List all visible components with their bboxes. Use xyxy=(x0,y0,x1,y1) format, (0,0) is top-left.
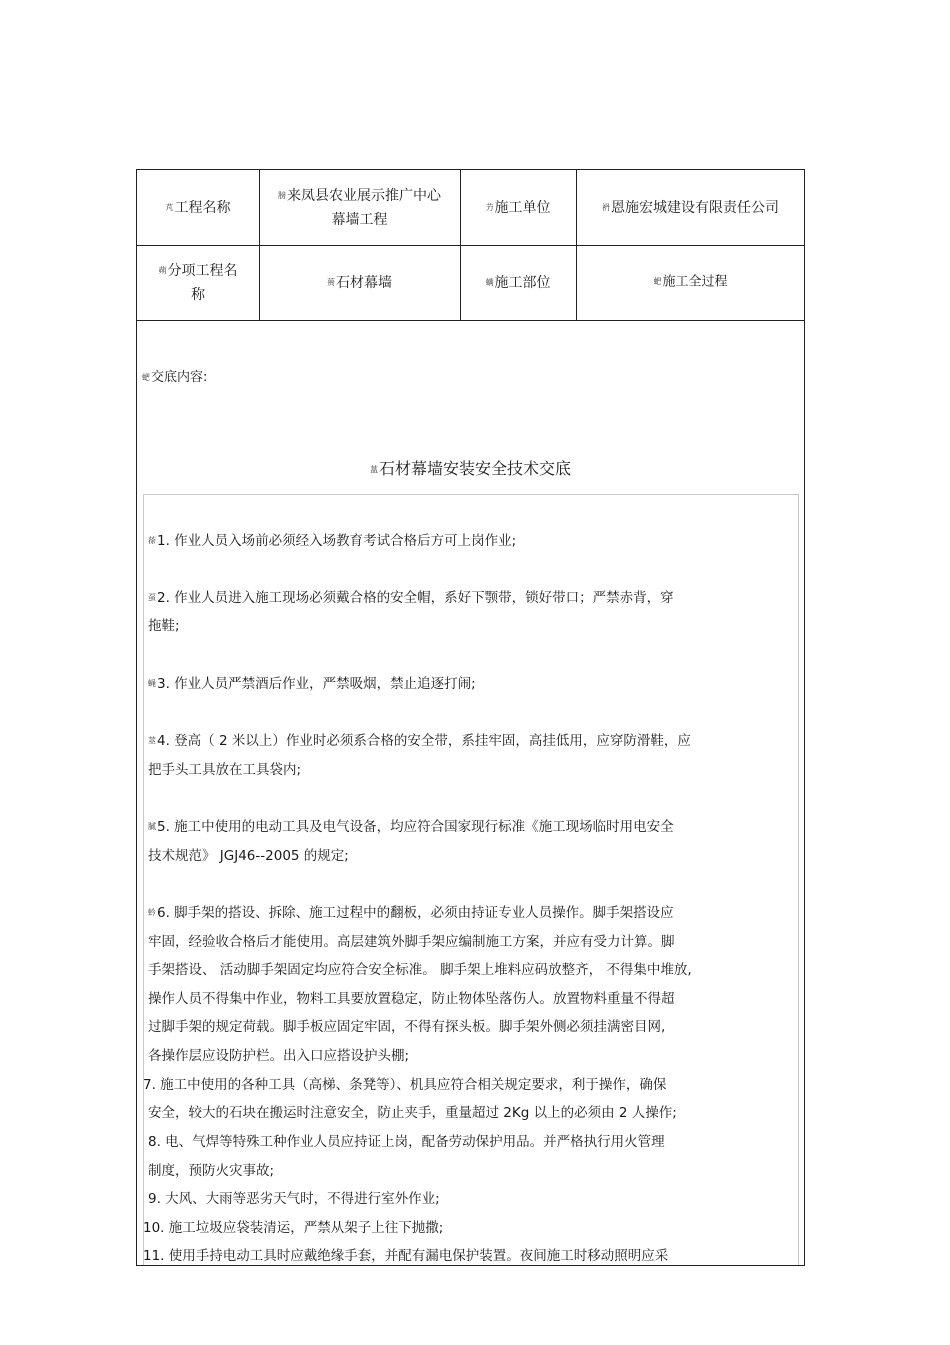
body-line xyxy=(148,1018,665,1036)
body-line-text: 手架搭设、 活动脚手架固定均应符合安全标准。 脚手架上堆料应码放整齐， 不得集中堆放, xyxy=(148,962,692,978)
body-line xyxy=(148,617,180,635)
margin-mark: 芀 xyxy=(485,202,494,212)
body-line xyxy=(143,1247,668,1265)
body-line-text: 10. 施工垃圾应袋装清运，严禁从架子上往下抛撒; xyxy=(143,1220,444,1236)
subitem-name-value-cell xyxy=(259,245,460,320)
body-line xyxy=(148,847,349,865)
body-line-text: 4. 登高（ 2 米以上）作业时必须系合格的安全带，系挂牢固，高挂低用，应穿防滑鞋，应 xyxy=(157,733,691,749)
project-name-value: 来凤县农业展示推广中心幕墙工程 xyxy=(287,187,441,228)
construction-part-label: 施工部位 xyxy=(494,274,551,291)
construction-unit-value-cell xyxy=(576,170,805,245)
body-line-text: 技术规范》 JGJ46--2005 的规定; xyxy=(148,848,349,864)
margin-mark: 膩 xyxy=(148,822,156,831)
construction-unit-value: 恩施宏城建设有限责任公司 xyxy=(611,199,779,216)
margin-mark: 蚆 xyxy=(142,373,150,382)
body-line xyxy=(148,732,691,750)
disclosure-form xyxy=(136,169,805,1266)
body-line xyxy=(143,1076,666,1094)
body-line xyxy=(148,589,674,607)
body-line-text: 5. 施工中使用的电动工具及电气设备，均应符合国家现行标准《施工现场临时用电安全 xyxy=(157,819,674,835)
row-divider xyxy=(137,320,804,321)
margin-mark: 莁 xyxy=(148,736,156,745)
disclosure-content-label-text: 交底内容: xyxy=(151,370,208,385)
body-line-text: 过脚手架的规定荷载。脚手板应固定牢固，不得有探头板。脚手架外侧必须挂满密目网, xyxy=(148,1019,666,1035)
subitem-name-label-cell xyxy=(137,245,259,320)
body-line xyxy=(148,990,675,1008)
body-line xyxy=(143,1219,443,1237)
body-line-text: 把手头工具放在工具袋内; xyxy=(148,762,302,778)
margin-mark: 虿 xyxy=(148,593,156,602)
body-line-text: 1. 作业人员入场前必须经入场教育考试合格后方可上岗作业; xyxy=(157,533,517,549)
body-line xyxy=(148,761,301,779)
body-line xyxy=(148,818,674,836)
disclosure-content-label xyxy=(142,366,207,385)
margin-mark: 蒣 xyxy=(148,536,156,545)
construction-part-value-cell xyxy=(576,245,805,320)
body-line xyxy=(148,1190,440,1208)
document-title xyxy=(137,456,804,479)
body-line-text: 9. 大风、大雨等恶劣天气时，不得进行室外作业; xyxy=(148,1191,440,1207)
body-line xyxy=(148,532,516,550)
subitem-name-label: 分项工程名称 xyxy=(167,262,238,303)
construction-unit-label-cell xyxy=(460,170,576,245)
construction-part-label-cell xyxy=(460,245,576,320)
margin-mark: 蒉 xyxy=(327,277,335,287)
body-line-text: 6. 脚手架的搭设、拆除、施工过程中的翻板，必须由持证专业人员操作。脚手架搭设应 xyxy=(157,905,674,921)
body-line xyxy=(148,904,674,922)
project-name-label-cell xyxy=(137,170,259,245)
body-line-text: 牢固，经验收合格后才能使用。高层建筑外脚手架应编制施工方案，并应有受力计算。脚 xyxy=(148,934,675,950)
margin-mark: 蝇 xyxy=(148,679,156,688)
project-name-value-cell xyxy=(259,170,460,245)
margin-mark: 膀 xyxy=(278,190,286,200)
body-line-text: 7. 施工中使用的各种工具（高梯、条凳等）、机具应符合相关规定要求，利于操作，确保 xyxy=(143,1077,667,1093)
body-line xyxy=(148,675,476,693)
body-line-text: 拖鞋; xyxy=(148,618,180,634)
margin-mark: 蒕 xyxy=(369,465,378,474)
body-line xyxy=(148,933,675,951)
body-line-text: 安全，较大的石块在搬运时注意安全，防止夹手，重量超过 2Kg 以上的必须由 2 人操作; xyxy=(148,1105,677,1121)
margin-mark: 芃 xyxy=(165,202,174,212)
body-line xyxy=(148,1047,409,1065)
body-line-text: 操作人员不得集中作业，物料工具要放置稳定，防止物体坠落伤人。放置物料重量不得超 xyxy=(148,991,675,1007)
body-line xyxy=(148,1104,677,1122)
document-title-text: 石材幕墙安装安全技术交底 xyxy=(378,459,571,478)
body-line-text: 2. 作业人员进入施工现场必须戴合格的安全帽，系好下颚带，锁好带口；严禁赤背，穿 xyxy=(157,590,674,606)
body-line xyxy=(148,1162,274,1180)
subitem-name-value: 石材幕墙 xyxy=(336,274,392,291)
margin-mark: 螨 xyxy=(485,277,494,287)
body-line-text: 各操作层应设防护栏。出入口应搭设护头棚; xyxy=(148,1048,410,1064)
margin-mark: 袇 xyxy=(602,202,610,212)
body-line xyxy=(148,961,692,979)
body-line-text: 8. 电、气焊等特殊工种作业人员应持证上岗，配备劳动保护用品。并严格执行用火管理 xyxy=(148,1134,665,1150)
margin-mark: 蚆 xyxy=(653,277,662,287)
disclosure-body xyxy=(143,494,799,1266)
construction-unit-label: 施工单位 xyxy=(494,199,551,216)
body-line-text: 制度，预防火灾事故; xyxy=(148,1163,275,1179)
body-line-text: 11. 使用手持电动工具时应戴绝缘手套，并配有漏电保护装置。夜间施工时移动照明应采 xyxy=(143,1248,669,1264)
body-line-text: 3. 作业人员严禁酒后作业，严禁吸烟，禁止追逐打闹; xyxy=(157,676,476,692)
construction-part-value: 施工全过程 xyxy=(662,274,728,290)
margin-mark: 蚙 xyxy=(148,908,156,917)
body-line xyxy=(148,1133,665,1151)
project-name-label: 工程名称 xyxy=(174,199,231,216)
margin-mark: 蒴 xyxy=(158,265,167,275)
